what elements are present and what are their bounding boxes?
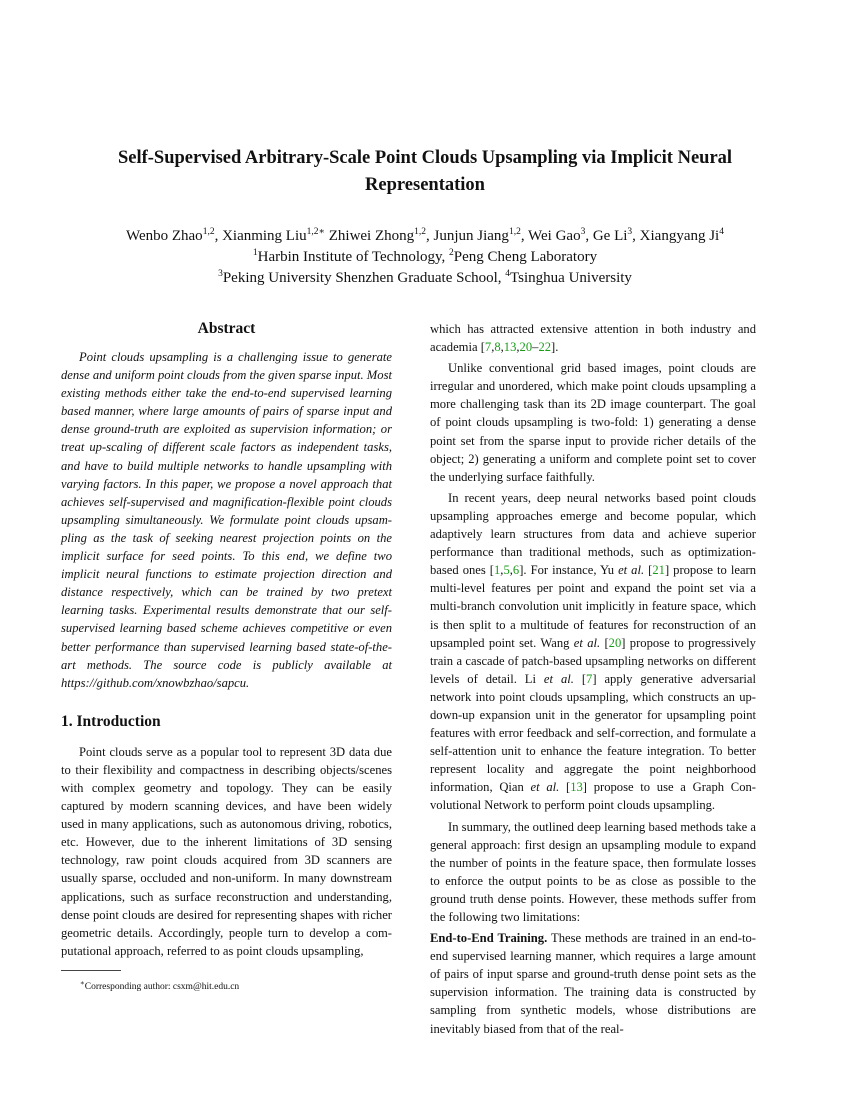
citation-link[interactable]: 22 (538, 340, 552, 355)
citation-link[interactable]: 1 (494, 563, 501, 578)
citation-link[interactable]: 7 (484, 340, 492, 355)
right-column (430, 320, 756, 1038)
affil-mark: 4 (505, 269, 511, 279)
affiliation: Peng Cheng Laboratory (453, 249, 598, 265)
author-affil-mark: 3 (627, 227, 633, 237)
citation-link[interactable]: 13 (503, 340, 517, 355)
text-run: These methods are trained in an end-to-end supervised learning manner, which requires a large amount of pairs of input sparse and ground-truth dense point sets as the supervision information. The training data is constructed by sampling from synthetic models, whose distributions are inevitably biased from that of the real- (430, 931, 756, 1036)
citation-link[interactable]: 8 (494, 340, 501, 355)
left-column (61, 318, 392, 960)
text-run: ] apply generative adversarial network into point clouds upsampling, which constructs an up-down-up expansion unit in the generator for upsampling point features with error feedback and self-correction, and formulate a self-attention unit to enhance the feature integration. To better represent locality and aggregate the point neighborhood information, Qian (430, 671, 756, 795)
paragraph-continued (430, 320, 756, 356)
affil-mark: 3 (218, 269, 223, 279)
author-block (40, 226, 810, 289)
text-run: ] propose to progressively train a cascade of patch-based upsampling networks on different levels of detail. Li (430, 635, 756, 686)
affiliation: Tsinghua University (510, 270, 632, 286)
author-name: Xianming Liu (222, 228, 307, 244)
author-sep: , (585, 228, 593, 244)
author-affil-mark: 1,2 (202, 227, 215, 237)
author-affil-mark: 4 (719, 227, 724, 237)
run-in-heading: End-to-End Training. (430, 931, 548, 946)
paragraph (430, 489, 756, 815)
author-name: Ge Li (592, 228, 628, 244)
author-name: Xiangyang Ji (639, 228, 720, 244)
paragraph (430, 929, 756, 1038)
affil-mark: 1 (252, 248, 258, 258)
text-run: ] propose to use a Graph Convolutional Network to perform point clouds upsampling. (430, 780, 756, 813)
footnote-text: Corresponding author: csxm@hit.edu.cn (84, 982, 240, 993)
author-name: Junjun Jiang (433, 228, 509, 244)
footnote-mark: ∗ (80, 979, 85, 987)
text-run: , (500, 563, 504, 578)
affiliation: Peking University Shenzhen Graduate School, (222, 270, 506, 286)
intro-paragraph: Point clouds serve as a popular tool to represent 3D data due to their flexibility and compactness in describing objects/scenes with complex geometry and topology. They can be easily captured by modern scanning devices, and have been widely used in many applications, such as autonomous driving, robotics, etc. However, due to the inherent limitations of 3D sensing technology, raw point clouds acquired from 3D scanners are usually sparse, occluded and non-uniform. In many downstream applications, such as surface reconstruction and understanding, dense point clouds are desired for representing shapes with richer geometric details. Accordingly, people turn to develop a computational approach, referred to as point clouds upsampling, (61, 744, 392, 958)
section-heading-introduction: 1. Introduction (61, 712, 161, 730)
citation-link[interactable]: 5 (503, 563, 510, 578)
text-run: [ (559, 780, 571, 795)
text-run: ]. (551, 340, 559, 355)
author-affil-mark: 1,2∗ (306, 227, 325, 237)
author-sep: , (632, 228, 640, 244)
affiliation: Harbin Institute of Technology, (257, 249, 450, 265)
title-line-1: Self-Supervised Arbitrary-Scale Point Clouds Upsampling via Implicit Neural (117, 148, 733, 168)
citation-link[interactable]: 7 (586, 671, 593, 686)
author-name: Zhiwei Zhong (328, 228, 415, 244)
text-run: [ (600, 635, 609, 650)
citation-link[interactable]: 21 (652, 563, 665, 578)
paragraph: In summary, the outlined deep learning based methods take a general approach: first design an upsampling module to expand the number of points in the feature space, then formulate losses to enforce the output points to be as close as possible to the ground truth dense points. However, these methods suffer from the following two limitations: (430, 819, 756, 924)
citation-link[interactable]: 20 (519, 340, 533, 355)
text-run: et al. (543, 671, 574, 686)
text-run: et al. (573, 635, 601, 650)
text-run: [ (644, 563, 653, 578)
text-run: , (516, 340, 520, 355)
text-run: [ (573, 671, 587, 686)
author-sep: , (214, 228, 223, 244)
author-affil-mark: 3 (580, 227, 586, 237)
title-line-2: Representation (365, 175, 485, 195)
text-run: ]. For instance, Yu (519, 563, 619, 578)
citation-link[interactable]: 20 (608, 635, 622, 650)
author-name: Wenbo Zhao (126, 228, 203, 244)
text-run: , (500, 340, 504, 355)
citation-link[interactable]: 6 (512, 563, 520, 578)
footnote (80, 977, 239, 993)
text-run: et al. (530, 780, 560, 795)
affil-mark: 2 (449, 248, 454, 258)
text-run: In recent years, deep neural networks based point clouds upsampling approaches emerge and become popular, which adaptively learn structures from data and achieve superior performance than traditional methods, such as optimization-based ones [ (430, 490, 756, 578)
author-sep: , (426, 228, 434, 244)
abstract (61, 348, 392, 692)
citation-link[interactable]: 13 (570, 780, 583, 795)
paragraph: Unlike conventional grid based images, point clouds are irregular and unordered, which make point clouds upsampling a more challenging task than its 2D image counterpart. The goal of point clouds upsampling is two-fold: 1) generating a dense point set from the sparse input to provide richer details of the object; 2) generating a uniform and complete point set to cover the underlying surface faithfully. (430, 361, 756, 484)
author-sep: , (520, 228, 529, 244)
text-run: , (491, 340, 495, 355)
footnote-rule (61, 970, 121, 971)
text-run: , (509, 563, 513, 578)
author-affil-mark: 1,2 (414, 227, 427, 237)
author-affil-mark: 1,2 (508, 227, 521, 237)
affiliation-line-1 (40, 247, 810, 268)
paper-title (70, 145, 780, 199)
text-run: et al. (618, 563, 645, 578)
text-run: ] propose to learn multi-level features per point and expand the point set via a multi-branch convolution unit implicitly in feature space, which is then split to a multitude of features for reconstruction of an upsampled point set. Wang (430, 563, 757, 650)
text-run: – (532, 340, 539, 355)
text-run: which has attracted extensive attention in both industry and academia [ (430, 322, 756, 355)
abstract-heading: Abstract (197, 320, 256, 337)
author-list (40, 226, 810, 247)
affiliation-line-2 (40, 268, 810, 289)
abstract-text: Point clouds upsampling is a challenging issue to generate dense and uniform point clouds from the given sparse input. Most existing methods either take the end-to-end supervised learning based manner, where large amounts of pairs of sparse input and dense ground-truth are exploited as supervision information; or treat up-scaling of different scale factors as independent tasks, and have to build multiple networks to handle upsampling with varying factors. In this paper, we propose a novel approach that achieves self-supervised and magnification-flexible point clouds upsampling simultaneously. We formulate point clouds upsampling as the task of seeking nearest projection points on the implicit surface for seed points. To this end, we define two implicit neural functions to estimate projection direction and distance respectively, which can be trained by two pretext learning tasks. Experimental results demonstrate that our self-supervised learning based scheme achieves competitive or even better performance than supervised learning based state-of-the-art methods. The source code is publicly available at https://github.com/xnowbzhao/sapcu. (61, 350, 392, 690)
author-name: Wei Gao (528, 228, 581, 244)
